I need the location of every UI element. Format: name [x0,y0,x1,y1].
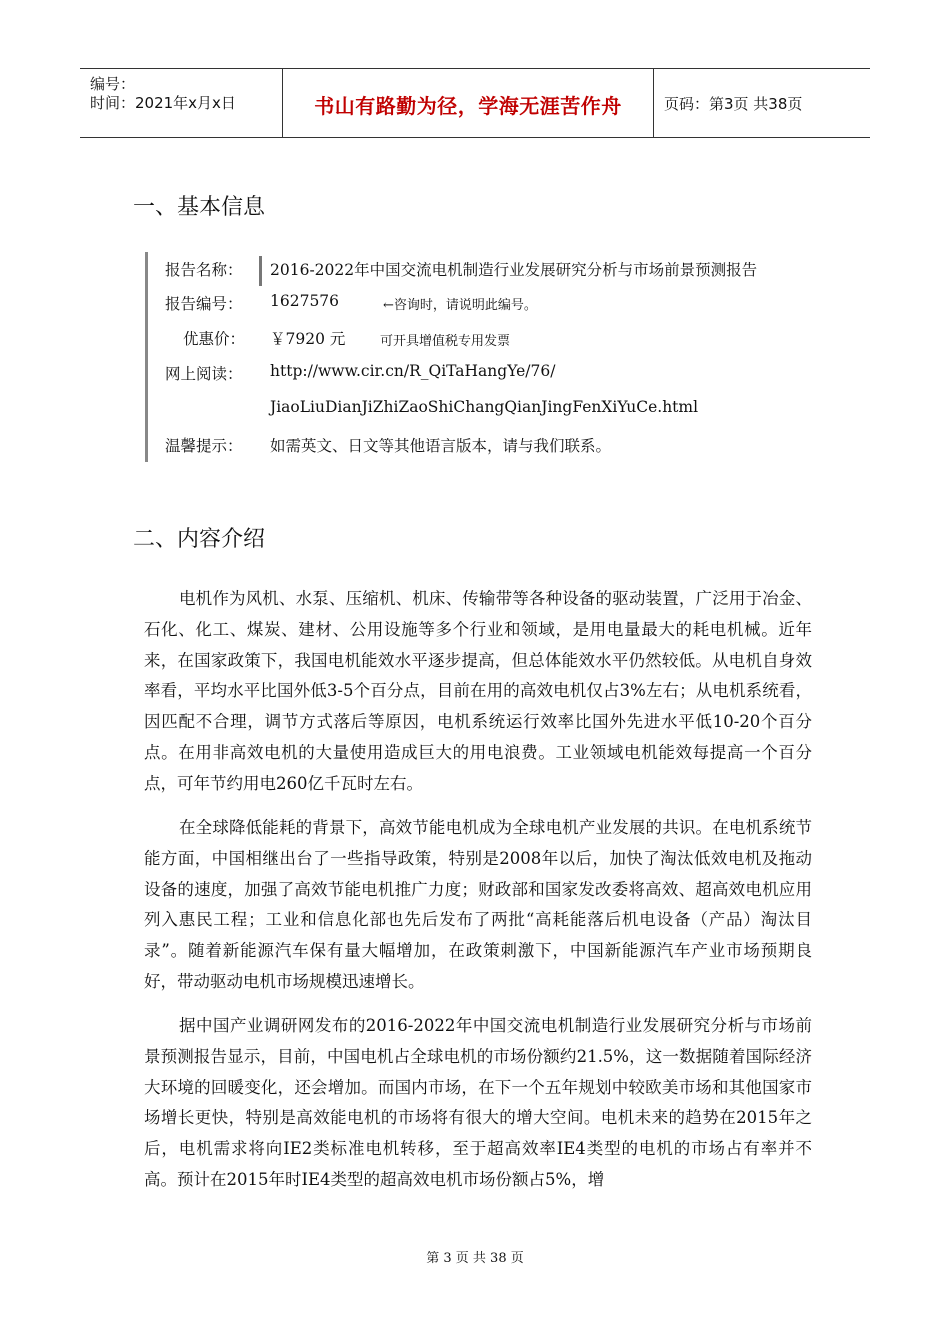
header-motto-cell [282,69,654,137]
report-code-note: ←咨询时，请说明此编号。 [383,298,537,313]
header-page-number: 页码：第3页 共38页 [664,95,803,113]
report-name-label: 报告名称： [165,261,243,279]
price-note: 可开具增值税专用发票 [380,334,511,349]
tip-value: 如需英文、日文等其他语言版本，请与我们联系。 [270,437,612,455]
price-value: ￥7920 元 [270,330,346,348]
online-read-url-line2[interactable]: JiaoLiuDianJiZhiZaoShiChangQianJingFenXiYuCe.html [270,398,699,416]
section-title-content-intro: 二、内容介绍 [133,527,266,552]
paragraph-1: 电机作为风机、水泵、压缩机、机床、传输带等各种设备的驱动装置，广泛用于冶金、石化、化工、煤炭、建材、公用设施等多个行业和领域，是用电量最大的耗电机械。近年来，在国家政策下，我国电机能效水平逐步提高，但总体能效水平仍然较低。从电机自身效率看，平均水平比国外低3-5个百分点，目前在用的高效电机仅占3%左右；从电机系统看，因匹配不合理，调节方式落后等原因，电机系统运行效率比国外先进水平低10-20个百分点。在用非高效电机的大量使用造成巨大的用电浪费。工业领域电机能效每提高一个百分点，可年节约用电260亿千瓦时左右。 [144,589,812,793]
paragraph-2: 在全球降低能耗的背景下，高效节能电机成为全球电机产业发展的共识。在电机系统节能方面，中国相继出台了一些指导政策，特别是2008年以后，加快了淘汰低效电机及拖动设备的速度，加强了高效节能电机推广力度；财政部和国家发改委将高效、超高效电机应用列入惠民工程；工业和信息化部也先后发布了两批“高耗能落后机电设备（产品）淘汰目录”。随着新能源汽车保有量大幅增加，在政策刺激下，中国新能源汽车产业市场预期良好，带动驱动电机市场规模迅速增长。 [144,818,812,991]
info-divider-mark [259,256,262,286]
section-title-basic-info: 一、基本信息 [133,195,266,220]
paragraph-3: 据中国产业调研网发布的2016-2022年中国交流电机制造行业发展研究分析与市场前景预测报告显示，目前，中国电机占全球电机的市场份额约21.5%，这一数据随着国际经济大环境的回暖变化，还会增加。而国内市场，在下一个五年规划中较欧美市场和其他国家市场增长更快，特别是高效能电机的市场将有很大的增大空间。电机未来的趋势在2015年之后，电机需求将向IE2类标准电机转移，至于超高效率IE4类型的电机的市场占有率并不高。预计在2015年时IE4类型的超高效电机市场份额占5%，增 [144,1016,812,1189]
report-code-label: 报告编号： [165,295,243,313]
header-motto: 书山有路勤为径，学海无涯苦作舟 [314,94,622,118]
price-label: 优惠价： [183,330,246,348]
info-block-border [145,252,148,462]
report-name-value: 2016-2022年中国交流电机制造行业发展研究分析与市场前景预测报告 [270,261,758,279]
online-read-label: 网上阅读： [165,365,243,383]
document-number-label: 编号： [90,75,136,93]
footer-page-number: 第 3 页 共 38 页 [426,1251,524,1266]
report-code-value: 1627576 [270,292,340,310]
header-page-cell [654,69,870,137]
header-left-cell [80,69,282,137]
document-date: 时间：2021年x月x日 [90,94,236,112]
tip-label: 温馨提示： [165,437,243,455]
online-read-url-line1[interactable]: http://www.cir.cn/R_QiTaHangYe/76/ [270,362,556,380]
header-table [80,68,870,138]
